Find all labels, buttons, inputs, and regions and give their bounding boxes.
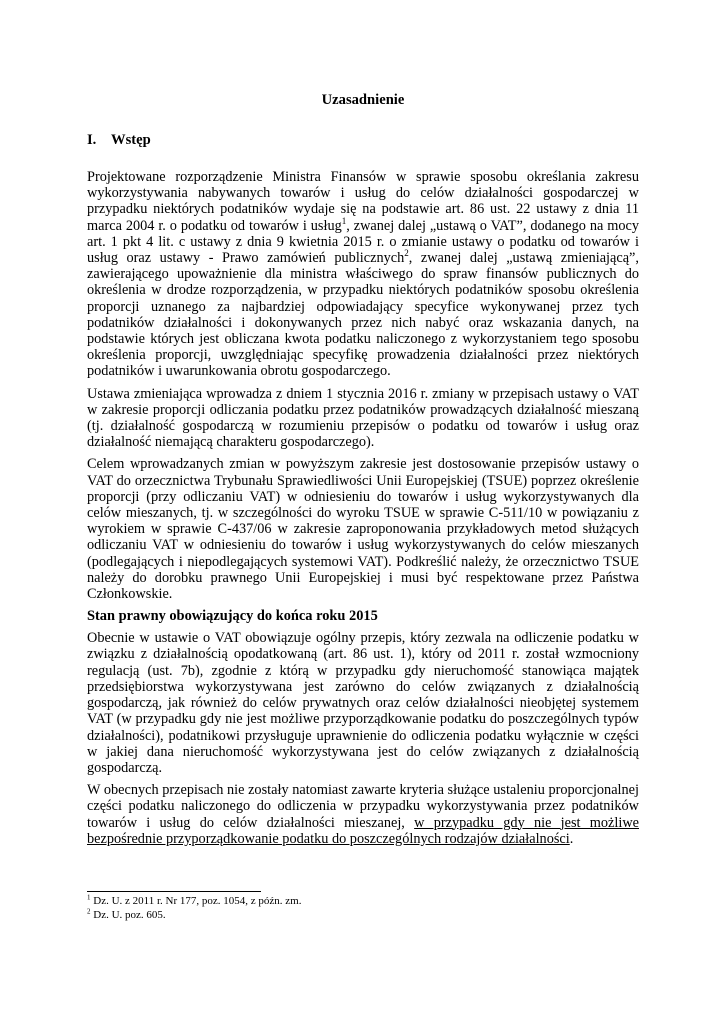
footnote-2 <box>87 908 639 922</box>
paragraph-amending-act: Ustawa zmieniająca wprowadza z dniem 1 stycznia 2016 r. zmiany w przepisach ustawy o VAT w zakresie proporcji odliczania podatku przez podatników prowadzących działalność mieszaną (tj. działalność gospodarczą w rozumieniu przepisów o podatku od towarów i usług oraz działalność niemającą charakteru gospodarczego). <box>87 385 639 451</box>
paragraph-text: . <box>569 830 574 847</box>
paragraph-current-law: Obecnie w ustawie o VAT obowiązuje ogólny przepis, który zezwala na odliczenie podatku w związku z działalnością opodatkowaną (art. 86 ust. 1), który od 2011 r. został wzmocniony regulacją (ust. 7b), zgodnie z którą w przypadku gdy nieruchomość stanowiąca majątek przedsiębiorstwa wykorzystywana jest zarówno do celów związanych z działalnością gospodarczą, jak również do celów prywatnych oraz celów działalności nieobjętej systemem VAT (w przypadku gdy nie jest możliwe przyporządkowanie podatku do poszczególnych typów działalności), podatnikowi przysługuje uprawnienie do odliczenia podatku wyłącznie w części w jakiej dana nieruchomość wykorzystywana jest do celów związanych z działalnością gospodarczą. <box>87 630 639 776</box>
footnote-ref-1: 1 <box>341 215 347 226</box>
paragraph-text: , zwanej dalej „ustawą o VAT”, dodanego na mocy art. 1 pkt 4 lit. c ustawy z dnia 9 kwietnia 2015 r. o zmianie ustawy o podatku od towarów i usług oraz ustawy - Prawo zamówień publicznych <box>87 217 639 267</box>
section-heading-intro <box>87 130 639 150</box>
paragraph-text: Projektowane rozporządzenie Ministra Finansów w sprawie sposobu określania zakresu wykorzystywania nabywanych towarów i usług do celów działalności gospodarczej w przypadku niektórych podatników wydaje się na podstawie art. 86 ust. 22 ustawy z dnia 11 marca 2004 r. o podatku od towarów i usług <box>87 169 639 234</box>
subheading-legal-status: Stan prawny obowiązujący do końca roku 2015 <box>87 608 378 625</box>
paragraph-legal-basis <box>87 169 639 380</box>
paragraph-text: W obecnych przepisach nie zostały natomiast zawarte kryteria służące ustaleniu proporcjonalnej części podatku naliczonego do odliczenia w przypadku wykorzystywania przez podatników towarów i usług do celów działalności mieszanej, <box>87 782 639 831</box>
paragraph-text: , zwanej dalej „ustawą zmieniającą”, zawierającego upoważnienie dla ministra właściwego do spraw finansów publicznych do określenia w drodze rozporządzenia, w przypadku niektórych podatników sposobu określenia proporcji uznanego za najbardziej odpowiadający specyfice wykonywanej przez tych podatników działalności i dokonywanych przez nich nabyć oraz wskazania danych, na podstawie których jest obliczana kwota podatku naliczonego z wykorzystaniem tego sposobu określenia proporcji, uwzględniając specyfikę prowadzenia działalności przez niektórych podatników i uwarunkowania obrotu gospodarczego. <box>87 250 639 380</box>
document-body <box>87 90 639 853</box>
section-number: I. <box>87 132 97 148</box>
footnote-ref-2: 2 <box>404 248 409 259</box>
footnote-1 <box>87 894 639 908</box>
paragraph-purpose: Celem wprowadzanych zmian w powyższym zakresie jest dostosowanie przepisów ustawy o VAT do orzecznictwa Trybunału Sprawiedliwości Unii Europejskiej (TSUE) poprzez określenie proporcji (przy odliczaniu VAT) w odniesieniu do towarów i usług wykorzystywanych dla celów mieszanych, tj. w szczególności do wyroku TSUE w sprawie C-511/10 w powiązaniu z wyrokiem w sprawie C-437/06 w zakresie zaproponowania przykładowych metod służących odliczaniu VAT w odniesieniu do towarów i usług wykorzystywanych do celów mieszanych (podlegających i niepodlegających systemowi VAT). Podkreślić należy, że orzecznictwo TSUE należy do dorobku prawnego Unii Europejskiej i musi być respektowane przez Państwa Członkowskie. <box>87 456 639 603</box>
footnote-mark: 2 <box>87 907 91 916</box>
footnote-divider <box>87 891 261 892</box>
footnote-mark: 1 <box>87 893 91 902</box>
footnote-text: Dz. U. poz. 605. <box>90 909 166 921</box>
footnote-text: Dz. U. z 2011 r. Nr 177, poz. 1054, z późn. zm. <box>90 895 302 907</box>
underlined-text: w przypadku gdy nie jest możliwe bezpośrednie przyporządkowanie podatku do poszczególnych rodzajów działalności <box>87 814 639 847</box>
document-title: Uzasadnienie <box>321 92 405 108</box>
footnotes <box>87 894 639 922</box>
section-label: Wstęp <box>111 132 151 148</box>
paragraph-missing-criteria <box>87 782 639 847</box>
